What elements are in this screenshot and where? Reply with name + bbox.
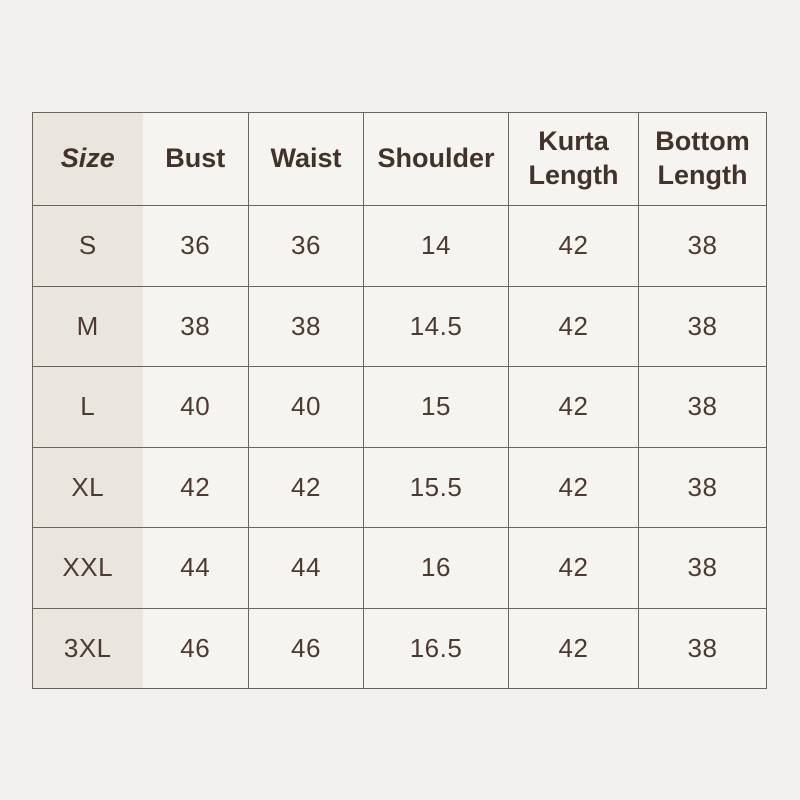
cell-bottom_length: 38 — [639, 447, 767, 528]
cell-kurta_length: 42 — [509, 447, 639, 528]
column-header-shoulder: Shoulder — [364, 113, 509, 206]
cell-waist: 46 — [249, 608, 364, 689]
table-row-l — [33, 367, 767, 448]
cell-shoulder: 15 — [364, 367, 509, 448]
cell-bottom_length: 38 — [639, 206, 767, 287]
table-row-m — [33, 286, 767, 367]
cell-bust: 36 — [143, 206, 249, 287]
cell-size: S — [33, 206, 143, 287]
cell-kurta_length: 42 — [509, 528, 639, 609]
column-header-waist: Waist — [249, 113, 364, 206]
cell-shoulder: 14 — [364, 206, 509, 287]
cell-bottom_length: 38 — [639, 286, 767, 367]
cell-size: 3XL — [33, 608, 143, 689]
cell-kurta_length: 42 — [509, 206, 639, 287]
cell-waist: 40 — [249, 367, 364, 448]
cell-waist: 38 — [249, 286, 364, 367]
size-chart-table — [32, 112, 767, 689]
header-row — [33, 113, 767, 206]
cell-size: M — [33, 286, 143, 367]
cell-bottom_length: 38 — [639, 367, 767, 448]
cell-bust: 44 — [143, 528, 249, 609]
column-header-bust: Bust — [143, 113, 249, 206]
cell-bust: 40 — [143, 367, 249, 448]
column-header-bottom_length: Bottom Length — [639, 113, 767, 206]
cell-size: XL — [33, 447, 143, 528]
cell-waist: 36 — [249, 206, 364, 287]
cell-shoulder: 16.5 — [364, 608, 509, 689]
cell-waist: 44 — [249, 528, 364, 609]
column-header-kurta_length: Kurta Length — [509, 113, 639, 206]
size-chart — [32, 112, 766, 688]
table-row-s — [33, 206, 767, 287]
cell-bust: 38 — [143, 286, 249, 367]
cell-bust: 46 — [143, 608, 249, 689]
cell-shoulder: 15.5 — [364, 447, 509, 528]
cell-kurta_length: 42 — [509, 608, 639, 689]
cell-size: XXL — [33, 528, 143, 609]
cell-kurta_length: 42 — [509, 367, 639, 448]
table-body — [33, 206, 767, 689]
cell-bottom_length: 38 — [639, 608, 767, 689]
cell-kurta_length: 42 — [509, 286, 639, 367]
column-header-size: Size — [33, 113, 143, 206]
cell-shoulder: 16 — [364, 528, 509, 609]
table-row-xxl — [33, 528, 767, 609]
cell-shoulder: 14.5 — [364, 286, 509, 367]
cell-bottom_length: 38 — [639, 528, 767, 609]
table-row-xl — [33, 447, 767, 528]
cell-waist: 42 — [249, 447, 364, 528]
cell-bust: 42 — [143, 447, 249, 528]
table-row-3xl — [33, 608, 767, 689]
cell-size: L — [33, 367, 143, 448]
